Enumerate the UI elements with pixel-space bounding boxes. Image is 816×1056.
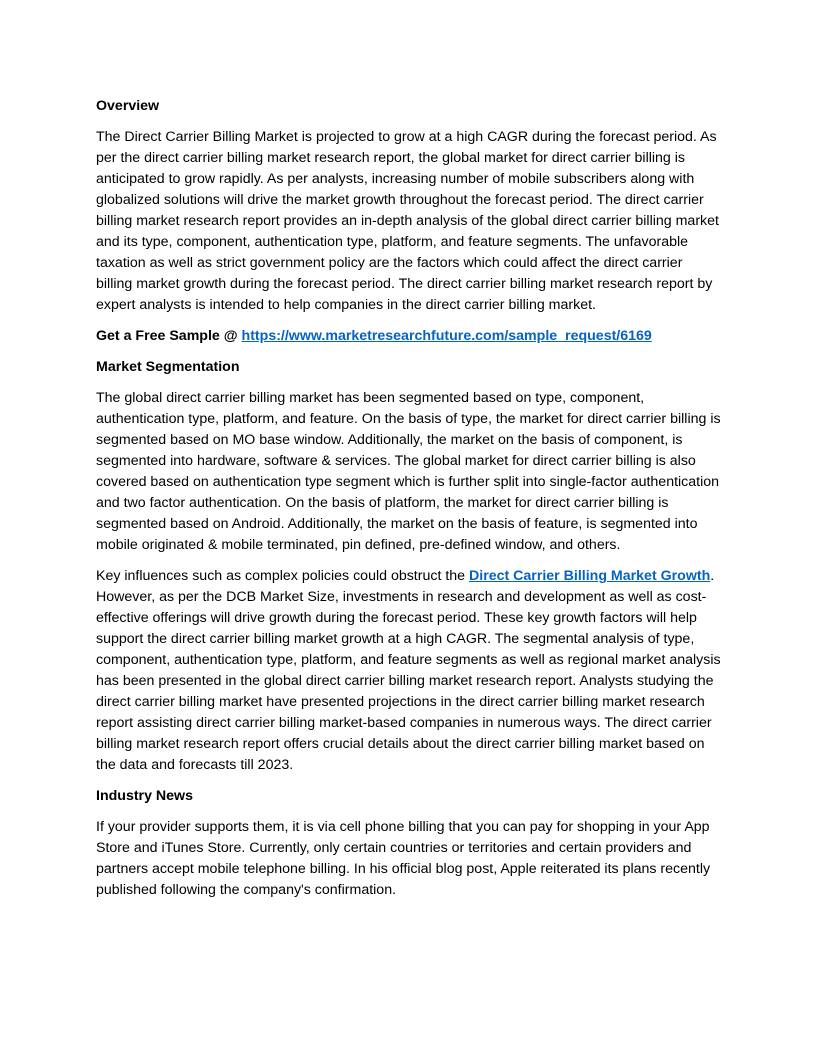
sample-request-link[interactable]: https://www.marketresearchfuture.com/sample_request/6169	[241, 328, 652, 344]
free-sample-line	[96, 326, 722, 347]
key-influences-text-after: . However, as per the DCB Market Size, investments in research and development as well as cost-effective offerings will drive growth during the forecast period. These key growth factors will help support the direct carrier billing market growth at a high CAGR. The segmental analysis of type, component, authentication type, platform, and feature segments as well as regional market analysis has been presented in the global direct carrier billing market research report. Analysts studying the direct carrier billing market have presented projections in the direct carrier billing market research report assisting direct carrier billing market-based companies in numerous ways. The direct carrier billing market research report offers crucial details about the direct carrier billing market based on the data and forecasts till 2023.	[96, 568, 721, 773]
segmentation-paragraph: The global direct carrier billing market has been segmented based on type, component, authentication type, platform, and feature. On the basis of type, the market for direct carrier billing is segmented based on MO base window. Additionally, the market on the basis of component, is segmented into hardware, software & services. The global market for direct carrier billing is also covered based on authentication type segment which is further split into single-factor authentication and two factor authentication. On the basis of platform, the market for direct carrier billing is segmented based on Android. Additionally, the market on the basis of feature, is segmented into mobile originated & mobile terminated, pin defined, pre-defined window, and others.	[96, 390, 721, 553]
key-influences-paragraph	[96, 566, 722, 776]
document-page	[96, 96, 722, 911]
overview-paragraph: The Direct Carrier Billing Market is projected to grow at a high CAGR during the forecast period. As per the direct carrier billing market research report, the global market for direct carrier billing is anticipated to grow rapidly. As per analysts, increasing number of mobile subscribers along with globalized solutions will drive the market growth throughout the forecast period. The direct carrier billing market research report provides an in-depth analysis of the global direct carrier billing market and its type, component, authentication type, platform, and feature segments. The unfavorable taxation as well as strict government policy are the factors which could affect the direct carrier billing market growth during the forecast period. The direct carrier billing market research report by expert analysts is intended to help companies in the direct carrier billing market.	[96, 129, 719, 313]
industry-news-paragraph: If your provider supports them, it is via cell phone billing that you can pay for shopping in your App Store and iTunes Store. Currently, only certain countries or territories and certain providers and partners accept mobile telephone billing. In his official blog post, Apple reiterated its plans recently published following the company's confirmation.	[96, 819, 711, 898]
industry-news-heading: Industry News	[96, 788, 193, 804]
key-influences-text-before: Key influences such as complex policies could obstruct the	[96, 568, 470, 584]
market-growth-link[interactable]: Direct Carrier Billing Market Growth	[469, 568, 711, 584]
segmentation-heading: Market Segmentation	[96, 359, 240, 375]
overview-heading: Overview	[96, 98, 160, 114]
free-sample-prefix: Get a Free Sample @	[96, 328, 242, 344]
